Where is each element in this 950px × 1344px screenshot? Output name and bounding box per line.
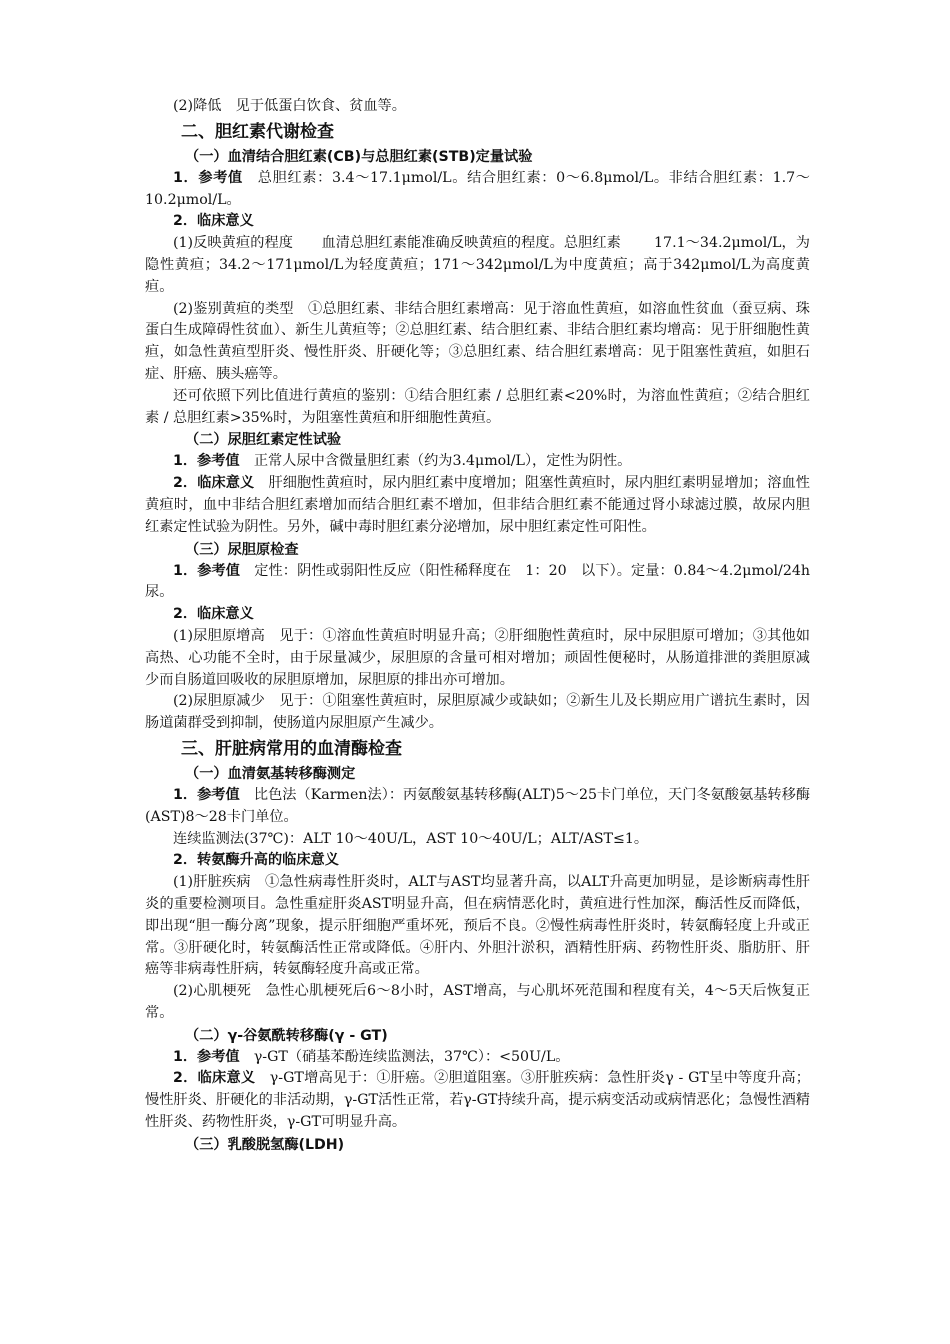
item-heading: 2．转氨酶升高的临床意义: [173, 852, 339, 869]
paragraph: 还可依照下列比值进行黄疸的鉴别：①结合胆红素 / 总胆红素<20%时，为溶血性黄疸；②结合胆红素 / 总胆红素>35%时，为阻塞性黄疸和肝细胞性黄疸。: [145, 387, 810, 426]
paragraph: (2)鉴别黄疸的类型 ①总胆红素、非结合胆红素增高：见于溶血性黄疸，如溶血性贫血（蚕豆病、珠蛋白生成障碍性贫血）、新生儿黄疸等；②总胆红素、结合胆红素、非结合胆红素均增高：见于肝细胞性黄疸，如急性黄疸型肝炎、慢性肝炎、肝硬化等；③总胆红素、结合胆红素增高：见于阻塞性黄疸，如胆石症、肝癌、胰头癌等。: [145, 300, 810, 382]
paragraph: [145, 785, 810, 829]
paragraph: (1)尿胆原增高 见于：①溶血性黄疸时明显升高；②肝细胞性黄疸时，尿中尿胆原可增加；③其他如高热、心功能不全时，由于尿量减少，尿胆原的含量可相对增加；顽固性便秘时，从肠道排泄的粪胆原减少而自肠道回吸收的尿胆原增加，尿胆原的排出亦可增加。: [145, 627, 810, 688]
paragraph: [145, 451, 810, 473]
item-text: 总胆红素：3.4～17.1μmol/L。结合胆红素：0～6.8μmol/L。非结合胆红素：1.7～10.2μmol/L。: [145, 169, 810, 208]
item-text: 定性：阴性或弱阳性反应（阳性稀释度在 1：20 以下）。定量：0.84～4.2μmol/24h尿。: [145, 562, 811, 601]
subsection-heading: （一）血清结合胆红素(CB)与总胆红素(STB)定量试验: [185, 148, 533, 165]
item-text: 正常人尿中含微量胆红素（约为3.4μmol/L），定性为阴性。: [239, 453, 632, 470]
subsection-heading: （一）血清氨基转移酶测定: [185, 765, 356, 782]
paragraph: (2)心肌梗死 急性心肌梗死后6～8小时，AST增高，与心肌坏死范围和程度有关，4～5天后恢复正常。: [145, 983, 810, 1021]
item-label: 1．参考值: [173, 169, 243, 186]
subsection-heading: （三）尿胆原检查: [185, 541, 299, 558]
item-heading: 2．临床意义: [173, 213, 254, 230]
paragraph: [145, 1047, 810, 1069]
paragraph: [145, 168, 810, 212]
item-text: 比色法（Karmen法）：丙氨酸氨基转移酶(ALT)5～25卡门单位，天门冬氨酸氨基转移酶(AST)8～28卡门单位。: [145, 786, 811, 825]
item-label: 2．临床意义: [173, 1070, 256, 1087]
section-heading: 二、胆红素代谢检查: [181, 121, 334, 142]
paragraph: 连续监测法(37℃)：ALT 10～40U/L，AST 10～40U/L；ALT/AST≤1。: [173, 830, 649, 847]
paragraph: [145, 473, 810, 538]
item-label: 1．参考值: [173, 562, 241, 579]
item-text: γ-GT增高见于：①肝癌。②胆道阻塞。③肝脏疾病：急性肝炎γ - GT呈中等度升高；慢性肝炎、肝硬化的非活动期，γ-GT活性正常，若γ-GT持续升高，提示病变活动或病情恶化；急慢性酒精性肝炎、药物性肝炎，γ-GT可明显升高。: [145, 1070, 810, 1131]
paragraph: [145, 1068, 810, 1133]
document-page: [145, 96, 810, 1156]
item-label: 1．参考值: [173, 453, 240, 470]
paragraph: [145, 561, 810, 605]
paragraph: (2)降低 见于低蛋白饮食、贫血等。: [173, 98, 406, 114]
subsection-heading: （三）乳酸脱氢酶(LDH): [185, 1136, 345, 1153]
item-label: 1．参考值: [173, 786, 240, 803]
item-text: 肝细胞性黄疸时，尿内胆红素中度增加；阻塞性黄疸时，尿内胆红素明显增加；溶血性黄疸时，血中非结合胆红素增加而结合胆红素不增加，但非结合胆红素不能通过肾小球滤过膜，故尿内胆红素定性试验为阴性。另外，碱中毒时胆红素分泌增加，尿中胆红素定性可阳性。: [145, 475, 810, 535]
paragraph: (1)肝脏疾病 ①急性病毒性肝炎时，ALT与AST均显著升高，以ALT升高更加明显，是诊断病毒性肝炎的重要检测项目。急性重症肝炎AST明显升高，但在病情恶化时，黄疸进行性加深，酶活性反而降低，即出现“胆一酶分离”现象，提示肝细胞严重坏死，预后不良。②慢性病毒性肝炎时，转氨酶轻度上升或正常。③肝硬化时，转氨酶活性正常或降低。④肝内、外胆汁淤积，酒精性肝病、药物性肝炎、脂肪肝、肝癌等非病毒性肝病，转氨酶轻度升高或正常。: [145, 874, 810, 978]
subsection-heading: （二）尿胆红素定性试验: [185, 432, 342, 449]
item-label: 1．参考值: [173, 1048, 240, 1065]
item-heading: 2．临床意义: [173, 606, 254, 623]
subsection-heading: （二）γ-谷氨酰转移酶(γ - GT): [185, 1027, 388, 1044]
paragraph: (1)反映黄疸的程度 血清总胆红素能准确反映黄疸的程度。总胆红素 17.1～34.2μmol/L，为隐性黄疸；34.2～171μmol/L为轻度黄疸；171～342μmol/L为中度黄疸；高于342μmol/L为高度黄疸。: [145, 235, 810, 295]
paragraph: (2)尿胆原减少 见于：①阻塞性黄疸时，尿胆原减少或缺如；②新生儿及长期应用广谱抗生素时，因肠道菌群受到抑制，使肠道内尿胆原产生减少。: [145, 693, 810, 732]
item-text: γ-GT（硝基苯酚连续监测法，37℃）：<50U/L。: [239, 1048, 570, 1065]
section-heading: 三、肝脏病常用的血清酶检查: [181, 738, 402, 759]
item-label: 2．临床意义: [173, 475, 255, 492]
